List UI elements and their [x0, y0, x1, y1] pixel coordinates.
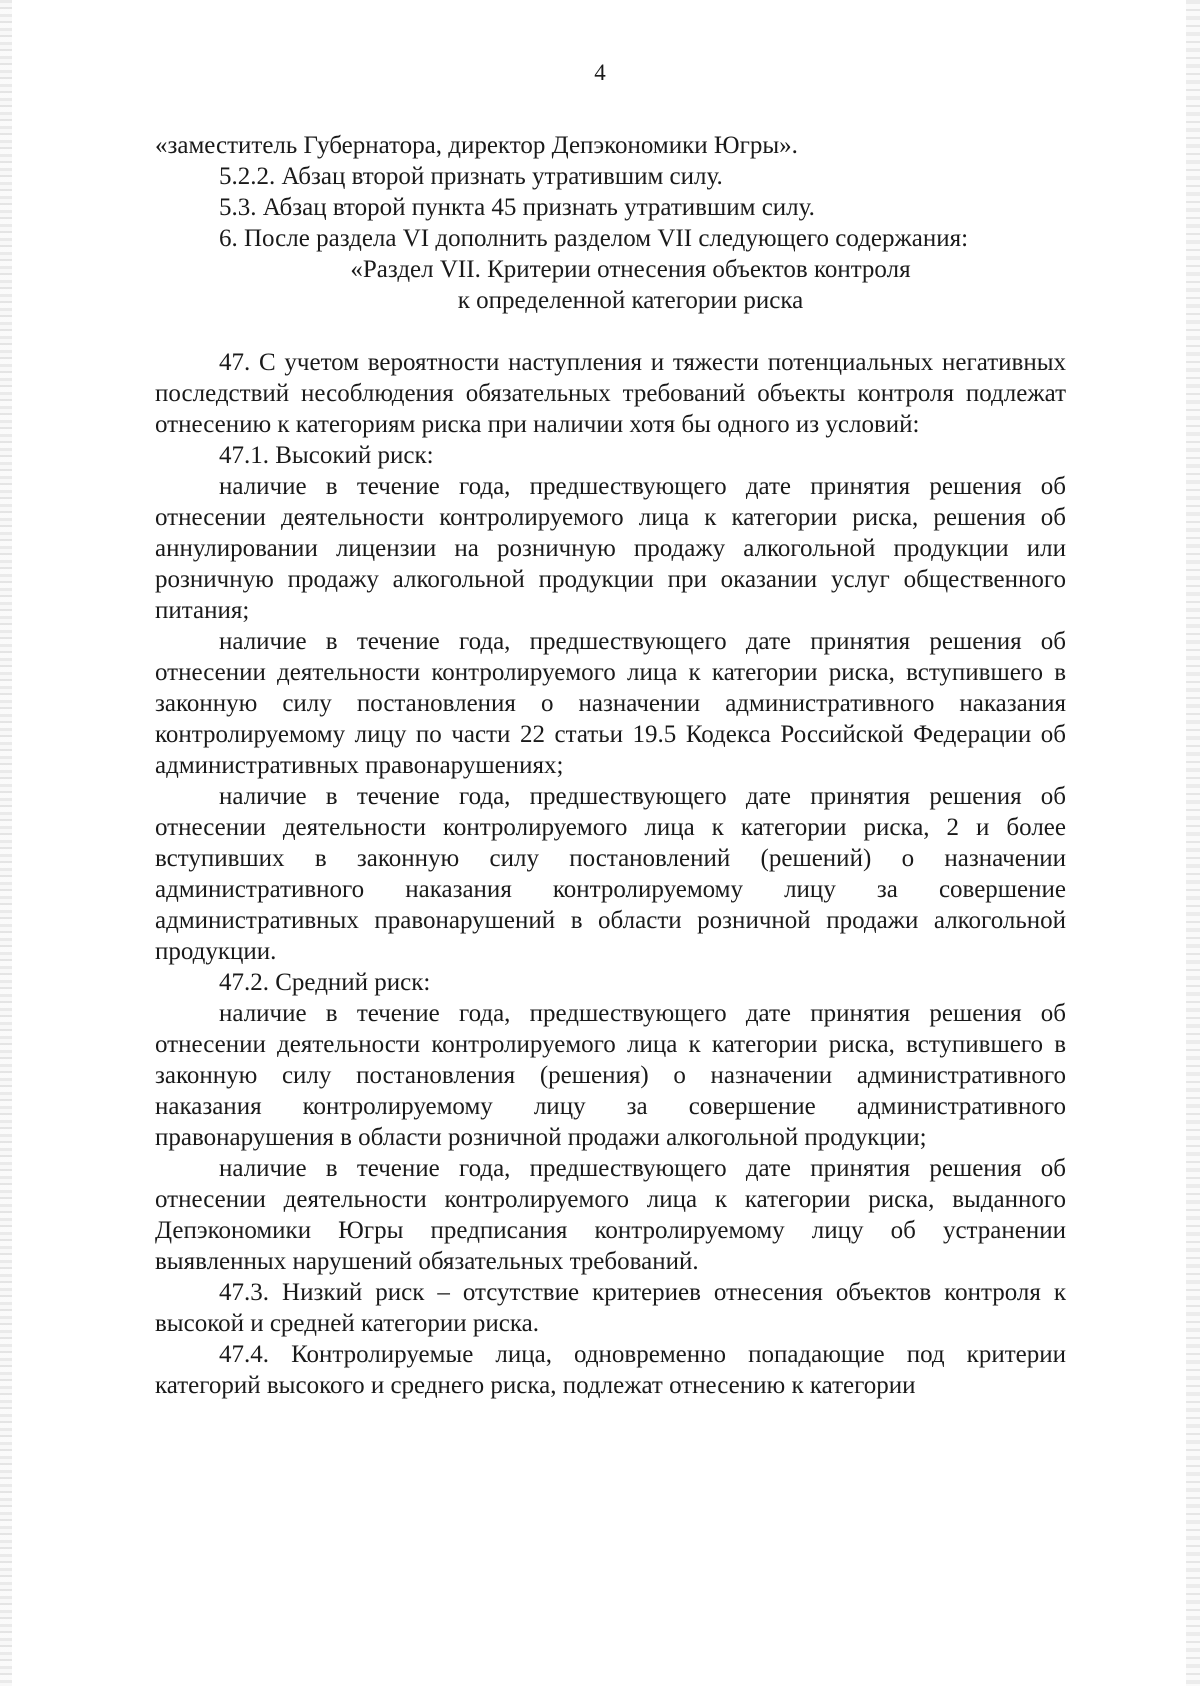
- section-heading-line-1: «Раздел VII. Критерии отнесения объектов контроля: [350, 256, 911, 283]
- scan-edge-left: [0, 0, 12, 1686]
- paragraph-47-1: 47.1. Высокий риск:: [219, 442, 434, 469]
- blank-line: [155, 316, 1066, 347]
- paragraph-2: 5.2.2. Абзац второй признать утратившим силу.: [219, 163, 723, 190]
- paragraph-high-risk-3: наличие в течение года, предшествующего дате принятия решения об отнесении деятельности контролируемого лица к категории риска, 2 и более вступивших в законную силу постановлений (решений) о назначении административного наказания контролируемому лицу за совершение административных правонарушений в области розничной продажи алкогольной продукции.: [155, 783, 1066, 965]
- paragraph-1: «заместитель Губернатора, директор Депэкономики Югры».: [155, 132, 798, 159]
- scan-edge-right: [1186, 0, 1200, 1686]
- paragraph-medium-risk-1: наличие в течение года, предшествующего дате принятия решения об отнесении деятельности контролируемого лица к категории риска, вступившего в законную силу постановления (решения) о назначении административного наказания контролируемому лицу за совершение административного правонарушения в области розничной продажи алкогольной продукции;: [155, 1000, 1066, 1151]
- paragraph-medium-risk-2: наличие в течение года, предшествующего дате принятия решения об отнесении деятельности контролируемого лица к категории риска, выданного Депэкономики Югры предписания контролируемому лицу об устранении выявленных нарушений обязательных требований.: [155, 1155, 1066, 1275]
- paragraph-4: 6. После раздела VI дополнить разделом VII следующего содержания:: [219, 225, 969, 252]
- paragraph-high-risk-1: наличие в течение года, предшествующего дате принятия решения об отнесении деятельности контролируемого лица к категории риска, решения об аннулировании лицензии на розничную продажу алкогольной продукции или розничную продажу алкогольной продукции при оказании услуг общественного питания;: [155, 473, 1066, 624]
- paragraph-47: 47. С учетом вероятности наступления и тяжести потенциальных негативных последствий несоблюдения обязательных требований объекты контроля подлежат отнесению к категориям риска при наличии хотя бы одного из условий:: [155, 349, 1066, 438]
- page-number: 4: [594, 60, 606, 85]
- paragraph-47-3: 47.3. Низкий риск – отсутствие критериев отнесения объектов контроля к высокой и средней категории риска.: [155, 1279, 1066, 1337]
- section-heading-line-2: к определенной категории риска: [457, 287, 804, 314]
- document-body: [155, 130, 1066, 1401]
- paragraph-high-risk-2: наличие в течение года, предшествующего дате принятия решения об отнесении деятельности контролируемого лица к категории риска, вступившего в законную силу постановления о назначении административного наказания контролируемому лицу по части 22 статьи 19.5 Кодекса Российской Федерации об административных правонарушениях;: [155, 628, 1066, 779]
- paragraph-47-2: 47.2. Средний риск:: [219, 969, 431, 996]
- paragraph-3: 5.3. Абзац второй пункта 45 признать утратившим силу.: [219, 194, 815, 221]
- paragraph-47-4: 47.4. Контролируемые лица, одновременно попадающие под критерии категорий высокого и среднего риска, подлежат отнесению к категории: [155, 1341, 1066, 1399]
